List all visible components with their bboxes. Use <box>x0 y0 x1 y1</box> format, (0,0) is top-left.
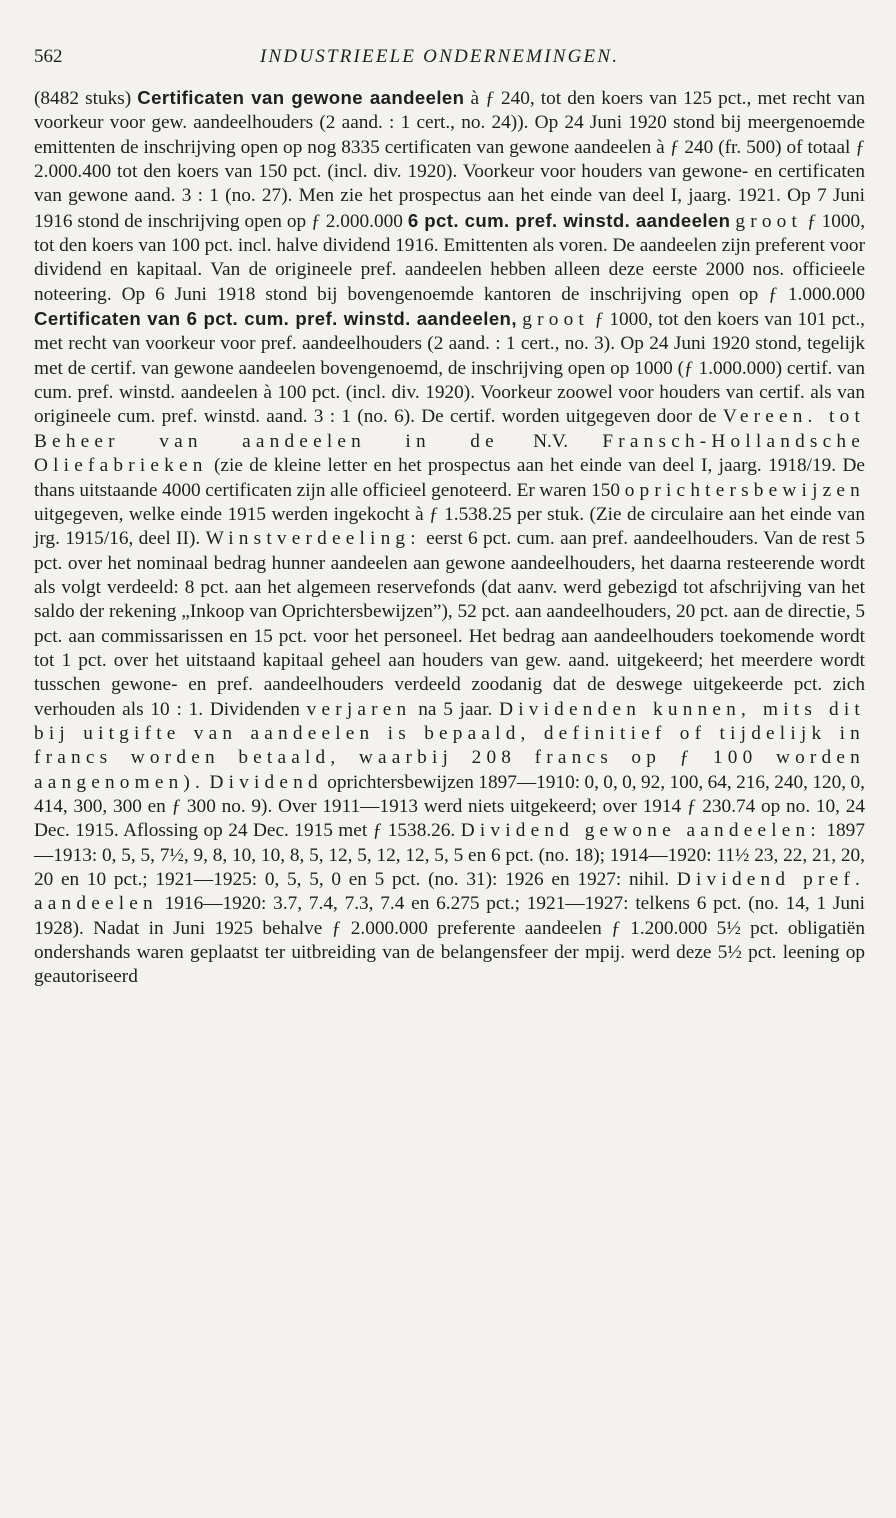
spaced-run: oprichtersbewijzen <box>624 479 865 501</box>
page-header <box>34 46 865 86</box>
spaced-run: Vereen. tot Beheer van aandeelen in de <box>34 406 866 452</box>
spaced-run: Dividend pref. aandeelen <box>34 869 865 915</box>
text-run: eerst 6 pct. cum. aan pref. aandeelhouders. Van de rest 5 pct. over het nominaal bedrag hunner aandeelen aan gewone aandeelhouders, het daarna resteerende wordt als volgt verdeeld: 8 pct. aan het algemeen reservefonds (dat aanv. werd gebezigd tot afschrijving van het saldo der rekening „Inkoop van Oprichtersbewijzen”), 52 pct. aan aandeelhouders, 20 pct. aan de directie, 5 pct. aan commissarissen en 15 pct. voor het personeel. Het bedrag aan aandeelhouders toekomende wordt tot 1 pct. over het uitstaand kapitaal geheel aan houders van gew. aand. uitgekeerd; het meerdere wordt tusschen gewone- en pref. aandeelhouders verdeeld zoodanig dat de deswege uitgekeerde pct. zich verhouden als 10 : 1. Dividenden <box>34 528 865 720</box>
text-run: 1897—1913: 0, 5, 5, 7½, 9, 8, 10, 10, 8, 5, 12, 5, 12, 12, 5, 5 en 6 pct. (no. 18); 1914—1920: 11½ 23, 22, 21, 20, 20 en 10 pct.; 1921—1925: 0, 5, 5, 0 en 5 pct. (no. 31): 1926 en 1927: nihil. <box>34 820 865 890</box>
text-run: uitgegeven, welke einde 1915 werden ingekocht à ƒ 1.538.25 per stuk. (Zie de circulaire aan het einde van jrg. 1915/16, deel II). <box>34 503 865 550</box>
heading-run: Certificaten van 6 pct. cum. pref. winstd. aandeelen, <box>34 308 517 330</box>
spaced-run: Dividend <box>209 771 323 793</box>
text-run: N.V. <box>498 430 603 452</box>
page-number: 562 <box>34 46 63 67</box>
running-title: INDUSTRIEELE ONDERNEMINGEN. <box>260 46 620 67</box>
paragraph <box>34 86 865 990</box>
text-run: oprichtersbewijzen 1897—1910: 0, 0, 0, 92, 100, 64, 216, 240, 120, 0, 414, 300, 300 en ƒ 300 no. 9). Over 1911—1913 werd niets uitgekeerd; over 1914 ƒ 230.74 op no. 10, 24 Dec. 1915. Aflossing op 24 Dec. 1915 met ƒ 1538.26. <box>34 771 865 842</box>
text-run: à ƒ 240, tot den koers van 125 pct., met recht van voorkeur voor gew. aandeelhouders (2 aand. : 1 cert., no. 24)). Op 24 Juni 1920 stond bij meergenoemde emittenten de inschrijving open op nog 8335 certificaten van gewone aandeelen à ƒ 240 (fr. 500) of totaal ƒ 2.000.400 tot den koers van 150 pct. (incl. div. 1920). Voorkeur voor houders van gewone- en certificaten van gewone aand. 3 : 1 (no. 27). Men zie het prospectus aan het einde van deel I, jaarg. 1921. Op 7 Juni 1916 stond de inschrijving open op ƒ 2.000.000 <box>34 88 865 232</box>
spaced-run: groot <box>735 210 803 232</box>
spaced-run: verjaren <box>306 698 412 720</box>
text-run: (zie de kleine letter en het prospectus aan het einde van deel I, jaarg. 1918/19. De thans uitstaande 4000 certificaten zijn alle officieel genoteerd. Er waren 150 <box>34 455 865 501</box>
body-text <box>34 86 865 990</box>
text-run: ƒ 1000, tot den koers van 100 pct. incl. halve dividend 1916. Emittenten als voren. De aandeelen zijn preferent voor dividend en kapitaal. Van de origineele pref. aandeelen hebben alleen deze eerste 2000 nos. officieele noteering. Op 6 Juni 1918 stond bij bovengenoemde kantoren de inschrijving open op ƒ 1.000.000 <box>34 210 866 305</box>
spaced-run: Dividenden kunnen, mits dit bij uitgifte van aandeelen is bepaald, definitief of tijdelijk in francs worden betaald, waarbij 208 francs op ƒ 100 worden aangenomen). <box>34 698 865 793</box>
text-run: (8482 stuks) <box>34 88 138 109</box>
spaced-run: Winstverdeeling: <box>205 528 421 550</box>
text-run: 1916—1920: 3.7, 7.4, 7.3, 7.4 en 6.275 pct.; 1921—1927: telkens 6 pct. (no. 14, 1 Juni 1928). Nadat in Juni 1925 behalve ƒ 2.000.000 preferente aandeelen ƒ 1.200.000 5½ pct. obligatiën ondershands waren geplaatst ter uitbreiding van de belangensfeer der mpij. werd deze 5½ pct. leening op geautoriseerd <box>34 893 865 988</box>
heading-run: Certificaten van gewone aandeelen <box>137 87 465 108</box>
spaced-run: groot <box>522 309 589 331</box>
text-run: ƒ 1000, tot den koers van 101 pct., met recht van voorkeur voor pref. aandeelhouders (2 aand. : 1 cert., no. 3). Op 24 Juni 1920 stond, tegelijk met de certif. van gewone aandeelen bovengenoemd, de inschrijving open op 1000 (ƒ 1.000.000) certif. van cum. pref. winstd. aandeelen à 100 pct. (incl. div. 1920). Voorkeur zoowel voor houders van certif. als van origineele cum. pref. winstd. aand. 3 : 1 (no. 6). De certif. worden uitgegeven door de <box>34 309 865 428</box>
spaced-run: Dividend gewone aandeelen: <box>460 820 821 842</box>
spaced-run: Fransch-Hollandsche Oliefabrieken <box>34 430 865 477</box>
text-run: na 5 jaar. <box>411 698 500 720</box>
heading-run: 6 pct. cum. pref. winstd. aandeelen <box>407 209 731 231</box>
